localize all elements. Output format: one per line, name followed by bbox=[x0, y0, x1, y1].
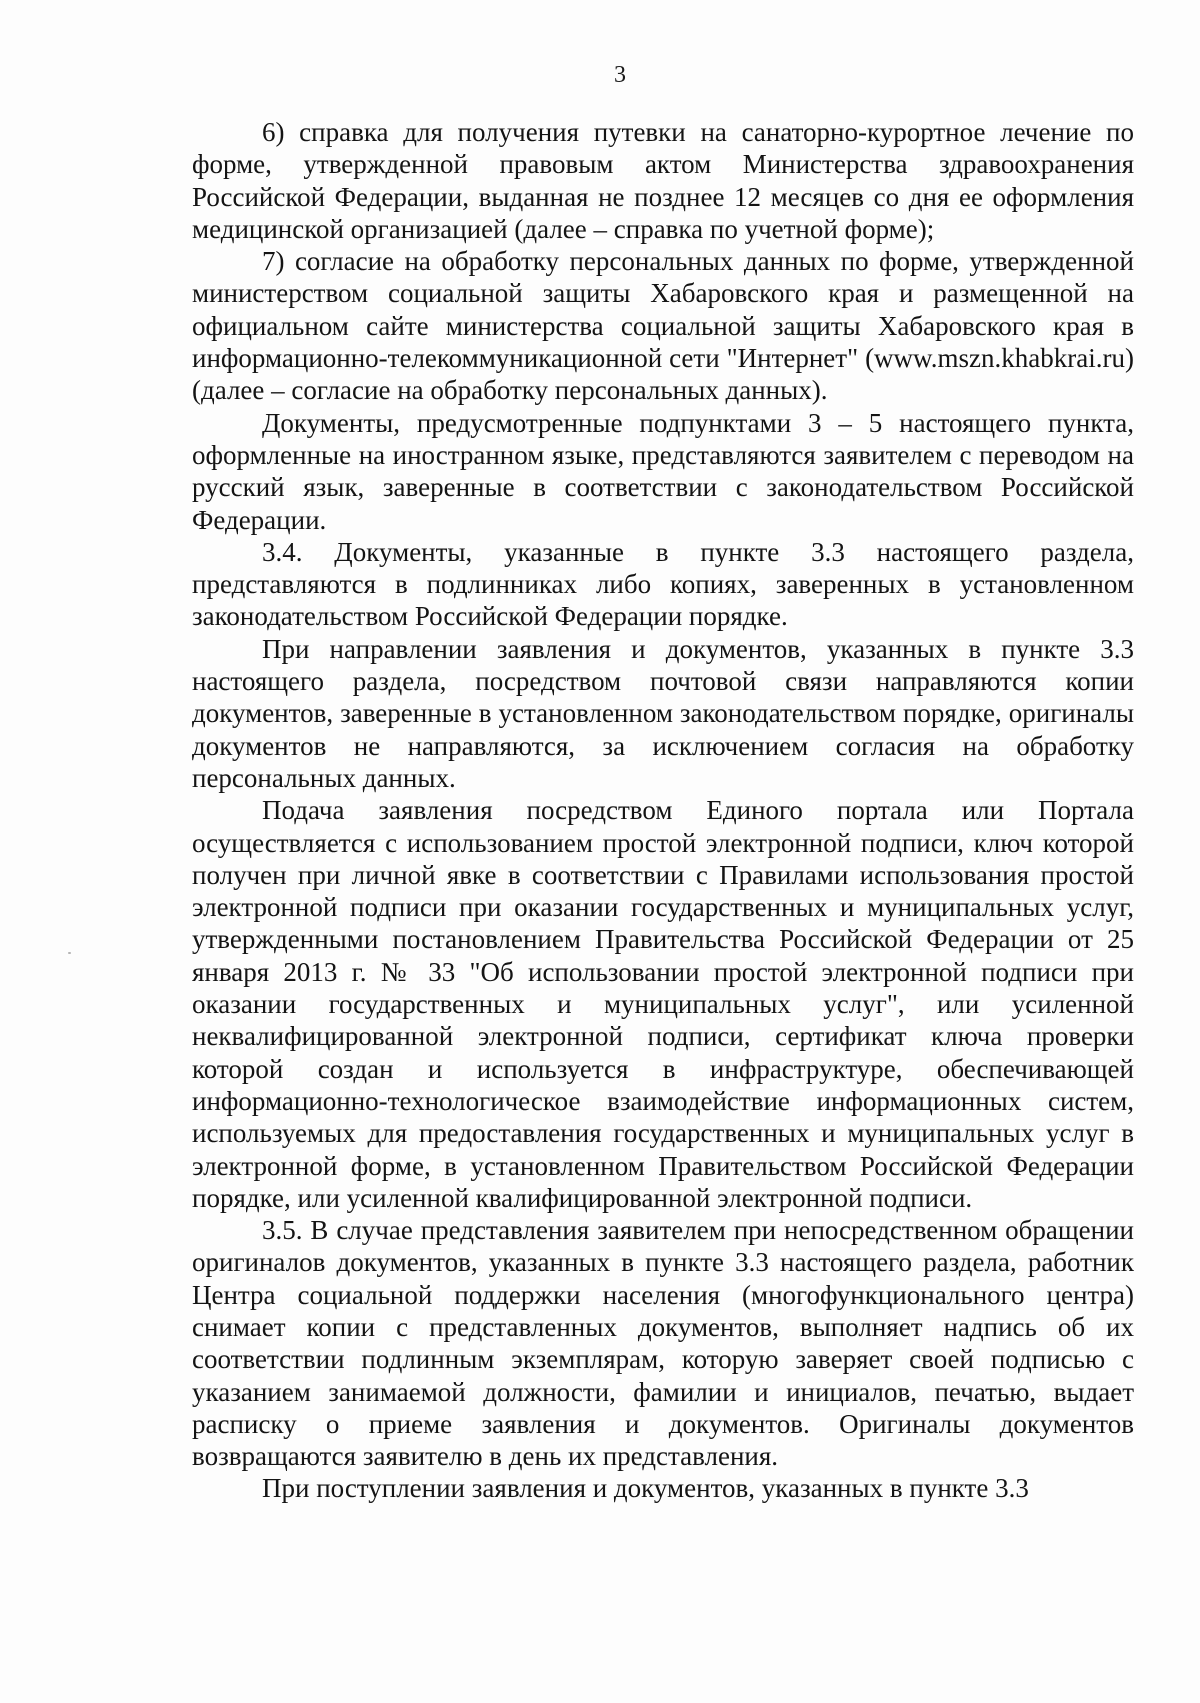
paragraph-continuation: При поступлении заявления и документов, указанных в пункте 3.3 bbox=[262, 1473, 1029, 1504]
document-body bbox=[192, 116, 1134, 1505]
paragraph-item-7: 7) согласие на обработку персональных данных по форме, утвержденной министерством социальной защиты Хабаровского края и размещенной на официальном сайте министерства социальной защиты Хабаровского края в информационно-телекоммуникационной сети "Интернет" (www.mszn.khabkrai.ru) (далее – согласие на обработку персональных данных). bbox=[192, 246, 1134, 406]
paragraph-electronic-signature: Подача заявления посредством Единого портала или Портала осуществляется с использованием простой электронной подписи, ключ которой получен при личной явке в соответствии с Правилами использования простой электронной подписи при оказании государственных и муниципальных услуг, утвержденными постановлением Правительства Российской Федерации от 25 января 2013 г. № 33 "Об использовании простой электронной подписи при оказании государственных и муниципальных услуг", или усиленной неквалифицированной электронной подписи, сертификат ключа проверки которой создан и используется в инфраструктуре, обеспечивающей информационно-технологическое взаимодействие информационных систем, используемых для предоставления государственных и муниципальных услуг в электронной форме, в установленном Правительством Российской Федерации порядке, или усиленной квалифицированной электронной подписи. bbox=[192, 795, 1134, 1213]
paragraph-section-3-4: 3.4. Документы, указанные в пункте 3.3 настоящего раздела, представляются в подлинниках либо копиях, заверенных в установленном законодательством Российской Федерации порядке. bbox=[192, 536, 1134, 632]
margin-speck bbox=[68, 952, 71, 954]
paragraph-item-6: 6) справка для получения путевки на санаторно-курортное лечение по форме, утвержденной правовым актом Министерства здравоохранения Российской Федерации, выданная не позднее 12 месяцев со дня ее оформления медицинской организацией (далее – справка по учетной форме); bbox=[192, 117, 1134, 244]
paragraph-postal-submission: При направлении заявления и документов, указанных в пункте 3.3 настоящего раздела, посредством почтовой связи направляются копии документов, заверенные в установленном законодательством порядке, оригиналы документов не направляются, за исключением согласия на обработку персональных данных. bbox=[192, 633, 1134, 793]
page-number: 3 bbox=[614, 62, 626, 88]
paragraph-section-3-5: 3.5. В случае представления заявителем при непосредственном обращении оригиналов документов, указанных в пункте 3.3 настоящего раздела, работник Центра социальной поддержки населения (многофункционального центра) снимает копии с представленных документов, выполняет надпись об их соответствии подлинным экземплярам, которую заверяет своей подписью с указанием занимаемой должности, фамилии и инициалов, печатью, выдает расписку о приеме заявления и документов. Оригиналы документов возвращаются заявителю в день их представления. bbox=[192, 1215, 1134, 1472]
paragraph-translation-requirement: Документы, предусмотренные подпунктами 3 – 5 настоящего пункта, оформленные на иностранном языке, представляются заявителем с переводом на русский язык, заверенные в соответствии с законодательством Российской Федерации. bbox=[192, 407, 1134, 535]
